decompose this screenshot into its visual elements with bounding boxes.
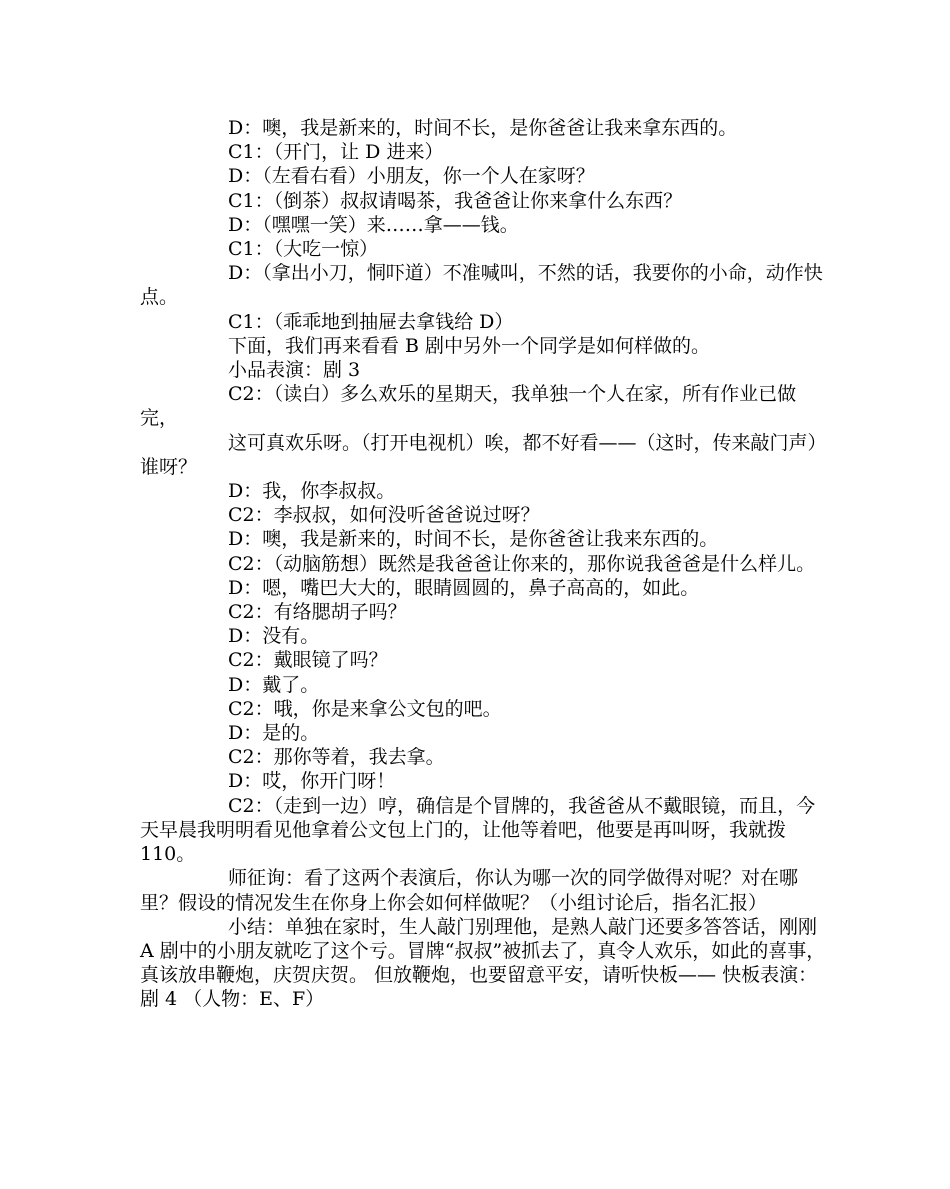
paragraph-27: 师征询：看了这两个表演后，你认为哪一次的同学做得对呢？对在哪里？假设的情况发生在你身上你会如何样做呢？（小组讨论后，指名汇报） (140, 867, 799, 914)
paragraph-3: D：（左看右看）小朋友，你一个人在家呀？ (228, 165, 595, 188)
paragraph-4: C1：（倒茶）叔叔请喝茶，我爸爸让你来拿什么东西？ (228, 189, 683, 212)
paragraph-8: C1：（乖乖地到抽屉去拿钱给 D） (228, 310, 514, 333)
paragraph-16: C2：（动脑筋想）既然是我爸爸让你来的，那你说我爸爸是什么样儿。 (228, 552, 816, 575)
paragraph-18: C2：有络腮胡子吗？ (228, 601, 407, 624)
paragraph-26: C2：（走到一边）哼，确信是个冒牌的，我爸爸从不戴眼镜，而且，今天早晨我明明看见他拿着公文包上门的，让他等着吧，他要是再叫呀，我就拨 110。 (140, 794, 816, 866)
paragraph-7: D：（拿出小刀，恫吓道）不准喊叫，不然的话，我要你的小命，动作快点。 (140, 262, 823, 309)
paragraph-13: D：我，你李叔叔。 (228, 480, 396, 503)
paragraph-24: C2：那你等着，我去拿。 (228, 746, 445, 769)
paragraph-10: 小品表演：剧 3 (228, 359, 361, 382)
paragraph-19: D：没有。 (228, 625, 320, 648)
paragraph-5: D：（嘿嘿一笑）来……拿——钱。 (228, 213, 519, 236)
paragraph-28: 小结：单独在家时，生人敲门别理他，是熟人敲门还要多答答话，刚刚 A 剧中的小朋友就吃了这个亏。冒牌“叔叔”被抓去了，真令人欢乐，如此的喜事，真该放串鞭炮，庆贺庆贺。 但放鞭炮，也要留意平安，请听快板—— 快板表演：剧 4 （人物：E、F） (140, 915, 826, 1011)
paragraph-22: C2：哦，你是来拿公文包的吧。 (228, 697, 502, 720)
paragraph-9: 下面，我们再来看看 B 剧中另外一个同学是如何样做的。 (228, 334, 711, 357)
paragraph-11: C2：（读白）多么欢乐的星期天，我单独一个人在家，所有作业已做完， (140, 383, 797, 430)
paragraph-20: C2：戴眼镜了吗？ (228, 649, 388, 672)
paragraph-14: C2：李叔叔，如何没听爸爸说过呀？ (228, 504, 540, 527)
paragraph-6: C1：（大吃一惊） (228, 238, 379, 261)
document-body (140, 116, 830, 1012)
paragraph-2: C1：（开门，让 D 进来） (228, 141, 444, 164)
paragraph-15: D：噢，我是新来的，时间不长，是你爸爸让我来东西的。 (228, 528, 719, 551)
paragraph-12: 这可真欢乐呀。（打开电视机）唉，都不好看——（这时，传来敲门声）谁呀？ (140, 431, 827, 478)
paragraph-25: D：哎，你开门呀！ (228, 770, 396, 793)
paragraph-23: D：是的。 (228, 722, 320, 745)
paragraph-21: D：戴了。 (228, 673, 320, 696)
paragraph-17: D：嗯，嘴巴大大的，眼睛圆圆的，鼻子高高的，如此。 (228, 576, 700, 599)
paragraph-1: D：噢，我是新来的，时间不长，是你爸爸让我来拿东西的。 (228, 117, 738, 139)
